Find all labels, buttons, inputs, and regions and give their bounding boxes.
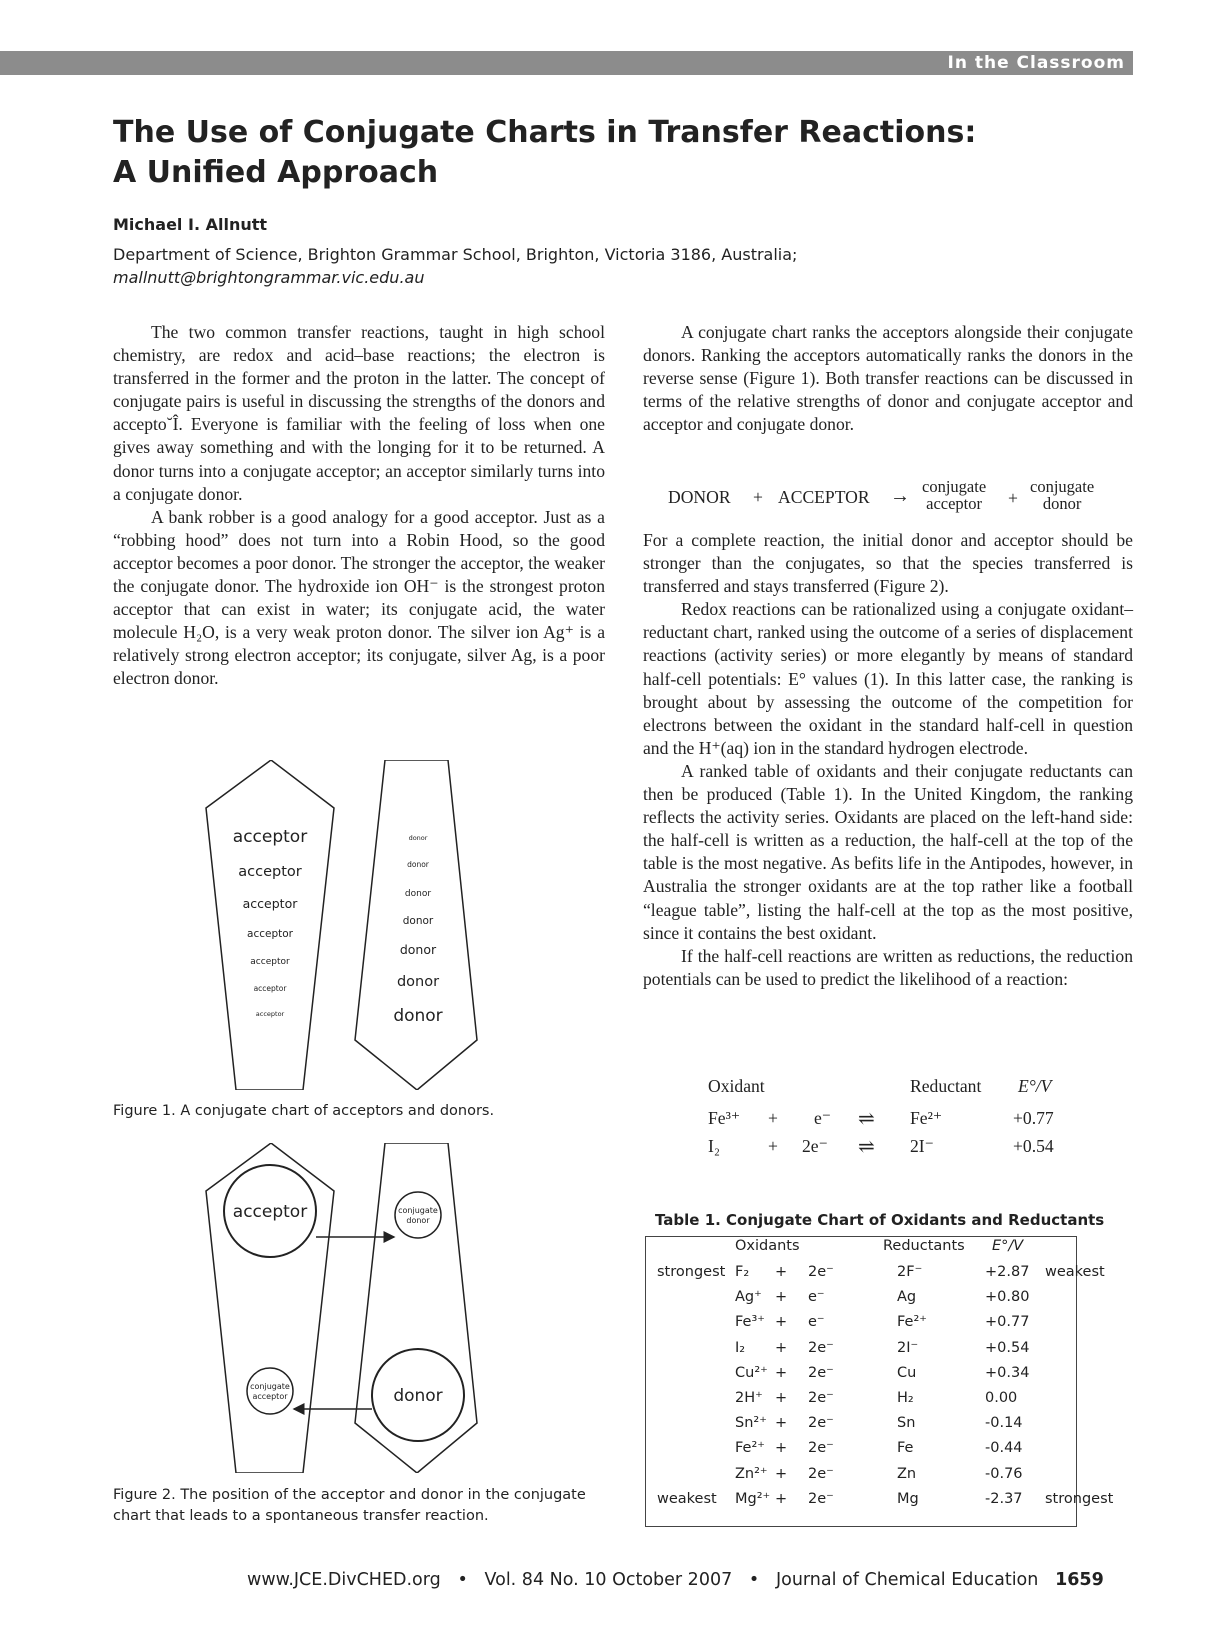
table-cell-electrons: 2e⁻ [808, 1415, 834, 1432]
table-cell-oxidant: I₂ [735, 1339, 746, 1356]
table-cell-plus: + [775, 1440, 788, 1457]
acceptor-label: acceptor [250, 957, 290, 967]
donor-label: donor [404, 889, 432, 899]
figure-1-caption: Figure 1. A conjugate chart of acceptors and donors. [113, 1103, 495, 1119]
paragraph: A ranked table of oxidants and their conjugate reductants can then be produced (Table 1). In the United Kingdom, the ranking reflects the activity series. Oxidants are placed on the left-hand side: the half-cell is written as a reduction, the half-cell at the top of the table is the most negative. As befits life in the Antipodes, however, in Australia the stronger oxidants are at the top rather like a football “league table”, listing the half-cell at the top as the most positive, since it contains the best oxidant. [643, 760, 1133, 943]
eq-plus: + [753, 487, 763, 507]
conjugate-donor-label: donor [406, 1216, 430, 1225]
paragraph: For a complete reaction, the initial donor and acceptor should be stronger than the conjugates, so that the species transferred is transferred and stays transferred (Figure 2). [643, 530, 1133, 597]
eq-donor: DONOR [668, 487, 731, 507]
footer-separator: • [748, 1570, 760, 1590]
title-line-2: A Unified Approach [113, 155, 439, 190]
table-cell-reductant: Fe [897, 1440, 914, 1457]
conjugate-acceptor-circle [247, 1368, 293, 1414]
table-cell-plus: + [775, 1339, 788, 1356]
table-cell-potential: -0.76 [985, 1465, 1023, 1482]
right-column-top [643, 321, 1133, 436]
table-cell-oxidant: Cu²⁺ [735, 1364, 768, 1381]
table-cell-reductant: 2I⁻ [897, 1339, 919, 1356]
equilibrium-arrow: ⇌ [858, 1136, 875, 1158]
table-1-title: Table 1. Conjugate Chart of Oxidants and Reductants [655, 1211, 1105, 1229]
eq-conjugate-donor: conjugate donor [1030, 477, 1095, 513]
caption-line: chart that leads to a spontaneous transfer reaction. [113, 1508, 489, 1524]
table-cell-oxidant: Zn²⁺ [735, 1465, 768, 1482]
table-cell-plus: + [775, 1289, 788, 1306]
acceptor-label: acceptor [232, 1202, 308, 1222]
acceptor-label: acceptor [238, 864, 302, 880]
table-cell-left: weakest [657, 1490, 717, 1507]
table-cell-oxidant: Mg²⁺ [735, 1490, 771, 1507]
table-cell-reductant: H₂ [897, 1390, 914, 1406]
donor-label: donor [408, 834, 428, 842]
section-label: In the Classroom [947, 53, 1125, 73]
table-cell-reductant: 2F⁻ [897, 1264, 923, 1280]
half-cell-potential: +0.54 [1013, 1136, 1054, 1156]
half-cell-oxidant: I₂ [708, 1136, 720, 1156]
donor-label: donor [402, 915, 434, 927]
page-footer [247, 1570, 1104, 1590]
acceptor-label: acceptor [255, 1010, 285, 1018]
table-cell-plus: + [775, 1490, 788, 1507]
donor-label: donor [393, 1006, 443, 1026]
table-cell-oxidant: Sn²⁺ [735, 1415, 767, 1432]
table-cell-right: strongest [1045, 1490, 1114, 1507]
table-cell-reductant: Ag [897, 1289, 917, 1306]
table-cell-plus: + [775, 1465, 788, 1482]
footer-journal: Journal of Chemical Education [775, 1570, 1039, 1590]
figure-2-caption [113, 1485, 586, 1527]
table-cell-reductant: Fe²⁺ [897, 1314, 927, 1331]
table-cell-potential: +0.54 [985, 1339, 1030, 1356]
col-header-reductants: Reductants [883, 1238, 965, 1254]
donor-label: donor [399, 942, 437, 957]
table-cell-electrons: 2e⁻ [808, 1390, 834, 1406]
affiliation-text: Department of Science, Brighton Grammar School, Brighton, Victoria 3186, Australia; [113, 245, 798, 264]
figure-1-conjugate-chart [200, 760, 490, 1090]
header-reductant: Reductant [910, 1076, 982, 1096]
half-cell-oxidant: Fe³⁺ [708, 1108, 741, 1128]
table-cell-reductant: Cu [897, 1364, 917, 1381]
article-title [113, 113, 1113, 193]
table-cell-potential: +2.87 [985, 1264, 1030, 1280]
author-name: Michael I. Allnutt [113, 215, 268, 234]
eq-plus: + [1008, 488, 1018, 508]
table-cell-right: weakest [1045, 1264, 1105, 1280]
paragraph: A conjugate chart ranks the acceptors alongside their conjugate donors. Ranking the acceptors automatically ranks the donors in the reverse sense (Figure 1). Both transfer reactions can be discussed in terms of the relative strengths of donor and conjugate acceptor and acceptor and conjugate donor. [643, 322, 1133, 435]
donor-label: donor [396, 974, 440, 990]
col-header-oxidants: Oxidants [735, 1238, 800, 1254]
table-cell-potential: +0.34 [985, 1364, 1030, 1381]
footer-separator: • [457, 1570, 468, 1590]
paragraph: The two common transfer reactions, taught in high school chemistry, are redox and acid–base reactions; the electron is transferred in the former and the proton in the latter. The concept of conjugate pairs is useful in discussing the strengths of the donors and accepto˘Î. Everyone is familiar with the feeling of loss when one gives away something and with the longing for it to be returned. A donor turns into a conjugate acceptor; an acceptor similarly turns into a conjugate donor. [113, 322, 605, 504]
table-cell-electrons: 2e⁻ [808, 1364, 834, 1381]
conjugate-donor-label: conjugate [398, 1206, 438, 1215]
left-column [113, 321, 605, 691]
half-cell-potential: +0.77 [1013, 1108, 1054, 1128]
table-cell-left: strongest [657, 1264, 726, 1280]
table-cell-electrons: 2e⁻ [808, 1440, 834, 1457]
table-cell-reductant: Mg [897, 1490, 919, 1507]
table-cell-plus: + [775, 1415, 788, 1432]
conjugate-acceptor-label: conjugate [250, 1382, 290, 1391]
table-cell-oxidant: Fe³⁺ [735, 1314, 765, 1331]
acceptor-pentagon-shape [206, 760, 334, 1090]
table-cell-oxidant: Ag⁺ [735, 1289, 762, 1306]
half-cell-reductant: 2I⁻ [910, 1136, 934, 1156]
footer-website[interactable]: www.JCE.DivCHED.org [247, 1570, 441, 1590]
paragraph: Redox reactions can be rationalized using a conjugate oxidant–reductant chart, ranked using the outcome of a series of displacement reactions (activity series) or more elegantly by means of standard half-cell potentials: E° values (1). In this latter case, the ranking is brought about by assessing the outcome of the competition for electrons between the oxidant in the standard half-cell in question and the H⁺(aq) ion in the standard hydrogen electrode. [643, 599, 1133, 758]
table-cell-oxidant: Fe²⁺ [735, 1440, 765, 1457]
section-header-bar [0, 51, 1133, 75]
table-cell-plus: + [775, 1390, 788, 1406]
equilibrium-arrow: ⇌ [858, 1108, 875, 1130]
table-cell-electrons: 2e⁻ [808, 1490, 834, 1507]
table-cell-potential: -2.37 [985, 1490, 1023, 1507]
table-cell-oxidant: 2H⁺ [735, 1390, 763, 1406]
table-cell-electrons: 2e⁻ [808, 1465, 834, 1482]
acceptor-label: acceptor [253, 984, 287, 993]
table-cell-oxidant: F₂ [735, 1264, 750, 1280]
table-cell-electrons: e⁻ [808, 1289, 825, 1306]
title-line-1: The Use of Conjugate Charts in Transfer Reactions: [113, 115, 977, 150]
donor-label: donor [407, 860, 429, 869]
footer-volume: Vol. 84 No. 10 October 2007 [484, 1570, 733, 1590]
transfer-equation [668, 478, 1128, 518]
acceptor-label: acceptor [247, 928, 293, 940]
figure-2-transfer-chart [200, 1143, 490, 1473]
table-cell-potential: +0.77 [985, 1314, 1030, 1331]
table-cell-potential: +0.80 [985, 1289, 1030, 1306]
table-cell-reductant: Sn [897, 1415, 916, 1432]
conjugate-donor-circle [395, 1192, 441, 1238]
caption-line: Figure 2. The position of the acceptor and donor in the conjugate [113, 1487, 586, 1503]
table-cell-plus: + [775, 1314, 788, 1331]
paragraph: A bank robber is a good analogy for a good acceptor. Just as a “robbing hood” does not turn into a Robin Hood, so the good acceptor becomes a poor donor. The stronger the acceptor, the weaker the conjugate donor. The hydroxide ion OH⁻ is the strongest proton acceptor that can exist in water; its conjugate acid, the water molecule H₂O, is a very weak proton donor. The silver ion Ag⁺ is a relatively strong electron acceptor; its conjugate, silver Ag, is a poor electron donor. [113, 506, 605, 689]
table-cell-potential: 0.00 [985, 1390, 1018, 1406]
conjugate-acceptor-label: acceptor [252, 1392, 288, 1401]
eq-acceptor: ACCEPTOR [778, 487, 870, 507]
acceptor-label: acceptor [232, 827, 308, 847]
eq-conjugate-acceptor: conjugate acceptor [922, 477, 987, 513]
table-cell-potential: -0.44 [985, 1440, 1023, 1457]
half-cell-plus: + [768, 1108, 778, 1128]
table-cell-plus: + [775, 1364, 788, 1381]
right-column-body [643, 529, 1133, 991]
table-cell-reductant: Zn [897, 1465, 917, 1482]
header-oxidant: Oxidant [708, 1076, 765, 1096]
table-cell-electrons: e⁻ [808, 1314, 825, 1331]
paragraph: If the half-cell reactions are written as reductions, the reduction potentials can be used to predict the likelihood of a reaction: [643, 945, 1133, 989]
half-cell-plus: + [768, 1136, 778, 1156]
col-header-potential: E°/V [992, 1238, 1024, 1254]
author-email[interactable]: mallnutt@brightongrammar.vic.edu.au [113, 268, 425, 287]
table-cell-potential: -0.14 [985, 1415, 1023, 1432]
acceptor-label: acceptor [242, 896, 298, 911]
table-cell-electrons: 2e⁻ [808, 1339, 834, 1356]
donor-label: donor [393, 1386, 443, 1406]
half-cell-reductant: Fe²⁺ [910, 1108, 943, 1128]
table-cell-electrons: 2e⁻ [808, 1264, 834, 1280]
table-cell-plus: + [775, 1264, 788, 1280]
page-number: 1659 [1055, 1570, 1104, 1590]
eq-arrow: → [890, 485, 910, 507]
affiliation [113, 243, 797, 289]
half-cell-electrons: e⁻ [814, 1108, 832, 1128]
half-cell-electrons: 2e⁻ [802, 1136, 828, 1156]
header-potential: E°/V [1018, 1076, 1052, 1096]
